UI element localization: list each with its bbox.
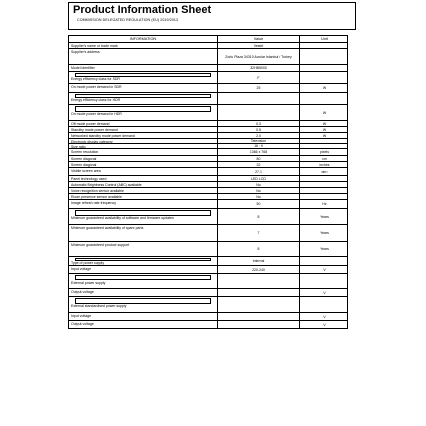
row-value-cell: [217, 176, 299, 181]
row-unit-cell: [299, 127, 349, 132]
row-value: Zorlu Plaza 34310 Avcılar Istanbul / Turkey: [225, 54, 292, 59]
row-value-cell: [217, 168, 299, 175]
row-value: Vestel: [253, 43, 264, 48]
title-box: [68, 2, 356, 30]
row-label-cell: [69, 84, 217, 92]
row-label: Output voltage: [71, 322, 94, 326]
row-label-cell: [69, 156, 217, 161]
table-row: [69, 105, 347, 121]
row-value: 0.3: [256, 121, 261, 126]
row-unit-cell: [299, 188, 349, 193]
row-label-cell: [69, 188, 217, 193]
row-label: Networked standby mode power demand: [71, 134, 135, 138]
row-label-cell: [69, 242, 217, 256]
row-label-cell: [69, 274, 217, 288]
table-row: [69, 93, 347, 105]
row-unit-cell: [299, 49, 349, 64]
row-unit: W: [322, 127, 327, 132]
table-row: [69, 313, 347, 321]
row-value-cell: [217, 225, 299, 241]
row-unit-cell: [299, 105, 349, 120]
row-value-cell: [217, 84, 299, 92]
row-unit: W: [322, 86, 327, 90]
row-label-cell: [69, 127, 217, 132]
row-label: Model identifier: [71, 66, 95, 70]
row-value-cell: [217, 313, 299, 320]
row-unit: W: [322, 133, 327, 138]
row-value: 27.1: [255, 169, 262, 174]
row-label: Input voltage: [71, 267, 92, 271]
row-value: 25: [256, 86, 261, 90]
row-label: Output voltage: [71, 290, 94, 294]
row-unit: V: [323, 267, 326, 272]
row-label: Image refresh rate frequency: [71, 201, 116, 205]
table-row: [69, 242, 347, 257]
row-unit-cell: [299, 225, 349, 241]
row-label: Supplier's name or trade mark: [71, 44, 118, 48]
row-label: Supplier's address: [71, 50, 100, 54]
row-value-cell: [217, 93, 299, 104]
row-label-cell: [69, 257, 217, 265]
row-label: Standby mode power demand: [71, 128, 118, 132]
row-unit: Years: [320, 247, 329, 251]
row-label-cell: [69, 297, 217, 312]
row-unit-cell: [299, 84, 349, 92]
row-label-cell: [69, 121, 217, 126]
row-label: Visible screen area: [71, 169, 101, 173]
row-value: 7: [257, 231, 260, 235]
row-label: Voice recognition sensor available: [71, 189, 124, 193]
row-label: Panel technology used: [71, 177, 107, 181]
row-label-cell: [69, 162, 217, 167]
row-value-cell: [217, 133, 299, 138]
row-label-cell: [69, 133, 217, 138]
row-value: 220-240: [252, 267, 265, 272]
row-unit-cell: [299, 289, 349, 296]
row-label: Minimum guaranteed product support: [71, 243, 130, 247]
row-value: 2.0: [256, 133, 261, 138]
row-value-cell: [217, 209, 299, 224]
row-unit-cell: [299, 149, 349, 155]
row-unit-cell: [299, 257, 349, 265]
row-label-cell: [69, 93, 217, 104]
row-unit-cell: [299, 200, 349, 208]
row-unit: Hz: [322, 202, 327, 206]
row-label-cell: [69, 225, 217, 241]
row-value: 80: [256, 156, 261, 161]
row-label: External power supply: [71, 281, 106, 285]
row-value: No: [256, 182, 261, 187]
row-value: LED LCD: [251, 176, 266, 181]
row-label-cell: [69, 321, 217, 328]
row-label: Energy efficiency class for SDR: [71, 77, 120, 81]
row-unit: inches: [319, 162, 330, 167]
row-label-cell: [69, 209, 217, 224]
row-label-cell: [69, 194, 217, 199]
table-header-row: [69, 36, 347, 43]
row-value-cell: [217, 72, 299, 83]
row-unit-cell: [299, 144, 349, 148]
row-value: 0.5: [256, 127, 261, 132]
row-value-cell: [217, 144, 299, 148]
row-value-cell: [217, 121, 299, 126]
table-row: [69, 274, 347, 289]
header-information: INFORMATION: [129, 37, 157, 41]
row-unit-cell: [299, 313, 349, 320]
table-row: [69, 200, 347, 209]
row-unit-cell: [299, 121, 349, 126]
row-label: Input voltage: [71, 314, 92, 318]
row-label: Screen diagonal: [71, 157, 97, 161]
row-label-cell: [69, 49, 217, 64]
row-unit-cell: [299, 93, 349, 104]
row-label: Screen resolution: [71, 150, 99, 154]
row-value: 8: [257, 247, 260, 251]
table-row: [69, 84, 347, 93]
row-label-cell: [69, 200, 217, 208]
row-label: Minimum guaranteed availability of spare parts: [71, 226, 144, 230]
row-unit: pixels: [320, 150, 329, 154]
row-value-cell: [217, 105, 299, 120]
row-unit-cell: [299, 156, 349, 161]
row-unit-cell: [299, 139, 349, 143]
row-label-cell: [69, 168, 217, 175]
header-unit: Unit: [299, 36, 349, 42]
row-label: Off mode power demand: [71, 122, 110, 126]
regulation-subtitle: COMMISSION DELEGATED REGULATION (EU) 2019/2013: [77, 18, 179, 22]
row-unit-cell: [299, 133, 349, 138]
row-unit-cell: [299, 297, 349, 312]
row-label-cell: [69, 105, 217, 120]
row-unit: V: [323, 314, 326, 319]
row-value: 16 : 9: [254, 144, 263, 148]
row-unit-cell: [299, 182, 349, 187]
row-label-cell: [69, 149, 217, 155]
row-value-cell: [217, 266, 299, 273]
row-label: Size ratio: [71, 145, 86, 148]
row-label: On mode power demand in SDR: [71, 85, 122, 89]
row-label-cell: [69, 313, 217, 320]
row-value-cell: [217, 289, 299, 296]
table-row: [69, 209, 347, 225]
row-unit: V: [323, 322, 326, 327]
row-value-cell: [217, 65, 299, 71]
row-unit: W: [322, 110, 327, 115]
table-row: [69, 297, 347, 313]
row-value-cell: [217, 188, 299, 193]
row-unit-cell: [299, 321, 349, 328]
label-sub-box: [75, 275, 211, 280]
row-unit-cell: [299, 274, 349, 288]
row-value-cell: [217, 156, 299, 161]
table-row: [69, 72, 347, 84]
table-row: [69, 168, 347, 176]
row-label: External standardised power supply: [71, 304, 127, 308]
row-unit-cell: [299, 242, 349, 256]
row-unit-cell: [299, 162, 349, 167]
row-label-cell: [69, 65, 217, 71]
row-label-cell: [69, 266, 217, 273]
row-value: Internal: [252, 259, 265, 263]
row-value-cell: [217, 297, 299, 312]
information-table: [68, 35, 348, 329]
row-value-cell: [217, 200, 299, 208]
row-unit: Years: [320, 231, 329, 235]
row-label: Energy efficiency class for HDR: [71, 98, 121, 102]
sheet-title: Product Information Sheet: [73, 4, 212, 16]
row-value: 32HB5000: [250, 66, 267, 70]
row-label: Screen diagonal: [71, 163, 97, 167]
row-unit-cell: [299, 168, 349, 175]
row-label-cell: [69, 289, 217, 296]
row-label: On mode power demand in HDR: [71, 112, 122, 116]
row-value-cell: [217, 242, 299, 256]
row-value-cell: [217, 182, 299, 187]
table-row: [69, 266, 347, 274]
table-row: [69, 225, 347, 242]
row-unit-cell: [299, 72, 349, 83]
row-value-cell: [217, 274, 299, 288]
row-value-cell: [217, 162, 299, 167]
row-value-cell: [217, 194, 299, 199]
row-value-cell: [217, 257, 299, 265]
table-row: [69, 65, 347, 72]
row-value: 32: [256, 162, 261, 167]
table-row: [69, 49, 347, 65]
row-unit-cell: [299, 194, 349, 199]
row-value: 8: [257, 214, 260, 219]
row-value-cell: [217, 139, 299, 143]
row-value: No: [256, 194, 261, 199]
row-unit: dm²: [321, 169, 328, 174]
row-unit: cm: [322, 156, 327, 161]
row-unit: W: [322, 121, 327, 126]
row-value: 50: [256, 202, 261, 206]
row-value: No: [256, 188, 261, 193]
row-unit-cell: [299, 176, 349, 181]
row-label-cell: [69, 72, 217, 83]
row-label: Type of power supply: [71, 261, 105, 265]
row-label-cell: [69, 144, 217, 148]
table-row: [69, 149, 347, 156]
row-unit-cell: [299, 266, 349, 273]
row-unit-cell: [299, 209, 349, 224]
row-value-cell: [217, 321, 299, 328]
row-value: Television: [250, 139, 267, 143]
row-unit: Years: [320, 214, 329, 219]
row-unit-cell: [299, 65, 349, 71]
row-unit: V: [323, 290, 326, 295]
row-value-cell: [217, 127, 299, 132]
row-label: Electronic display category: [71, 140, 113, 143]
row-label-cell: [69, 182, 217, 187]
row-value-cell: [217, 149, 299, 155]
row-value: 1366 x 768: [249, 150, 268, 154]
table-row: [69, 257, 347, 266]
header-value: Value: [217, 36, 299, 42]
row-unit-cell: [299, 43, 349, 48]
row-label: Room presence sensor available: [71, 195, 122, 199]
row-value-cell: [217, 49, 299, 64]
row-label-cell: [69, 139, 217, 143]
row-value: F: [257, 75, 260, 80]
table-row: [69, 321, 347, 329]
row-label: Minimum guaranteed availability of software and firmware updates: [71, 216, 174, 220]
row-label: Automatic Brightness Control (ABC) available: [71, 183, 142, 187]
row-value-cell: [217, 43, 299, 48]
table-row: [69, 289, 347, 297]
row-label-cell: [69, 43, 217, 48]
row-label-cell: [69, 176, 217, 181]
